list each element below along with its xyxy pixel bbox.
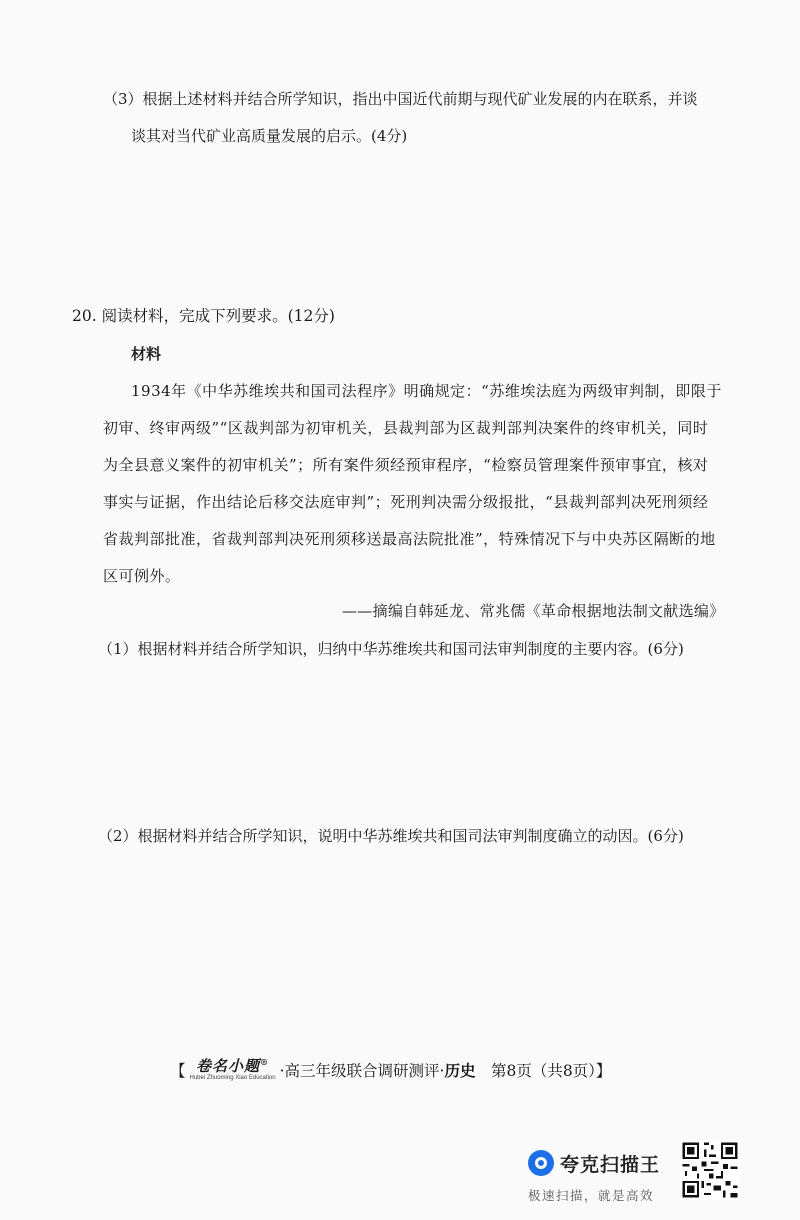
quark-logo-icon: [528, 1150, 554, 1176]
question-3-line-1: （3）根据上述材料并结合所学知识，指出中国近代前期与现代矿业发展的内在联系，并谈: [103, 90, 698, 108]
material-line: 1934年《中华苏维埃共和国司法程序》明确规定：“苏维埃法庭为两级审判制，即限于: [131, 382, 722, 400]
material-line: 初审、终审两级”“区裁判部为初审机关，县裁判部为区裁判部判决案件的终审机关，同时: [103, 419, 709, 437]
watermark-subtitle: 极速扫描，就是高效: [528, 1188, 655, 1203]
brand-subtitle: Hubei Zhuoming Xiao Education: [189, 1075, 276, 1081]
brand-name: 卷名小题: [196, 1057, 261, 1075]
material-line: 省裁判部批准，省裁判部判决死刑须移送最高法院批准”，特殊情况下与中央苏区隔断的地: [103, 530, 716, 548]
publisher-logo: [190, 1058, 276, 1081]
sub-question-2: （2）根据材料并结合所学知识，说明中华苏维埃共和国司法审判制度确立的动因。(6分): [98, 827, 684, 845]
material-source: ——摘编自韩延龙、常兆儒《革命根据地法制文献选编》: [342, 602, 725, 620]
footer-exam-name: ·高三年级联合调研测评·: [279, 1061, 445, 1080]
material-line: 区可例外。: [103, 567, 181, 585]
sub-question-1: （1）根据材料并结合所学知识，归纳中华苏维埃共和国司法审判制度的主要内容。(6分): [98, 640, 684, 658]
footer-page-number: 第8页（共8页）】: [475, 1061, 612, 1080]
scanner-watermark: [522, 1138, 744, 1206]
footer-subject: 历史: [444, 1060, 476, 1080]
footer-open-bracket: 【: [170, 1061, 186, 1080]
page-footer: [170, 1058, 611, 1081]
material-line: 事实与证据，作出结论后移交法庭审判”；死刑判决需分级报批，“县裁判部判决死刑须经: [103, 493, 709, 511]
material-line: 为全县意义案件的初审机关”；所有案件须经预审程序，“检察员管理案件预审事宜，核对: [103, 456, 709, 474]
qr-code-icon: [680, 1140, 740, 1200]
watermark-title: 夸克扫描王: [560, 1154, 661, 1176]
material-heading: 材料: [131, 345, 162, 363]
question-3-line-2: 谈其对当代矿业高质量发展的启示。(4分): [131, 127, 408, 145]
registered-mark: ®: [260, 1057, 270, 1067]
question-20-title: 20. 阅读材料，完成下列要求。(12分): [72, 307, 335, 325]
